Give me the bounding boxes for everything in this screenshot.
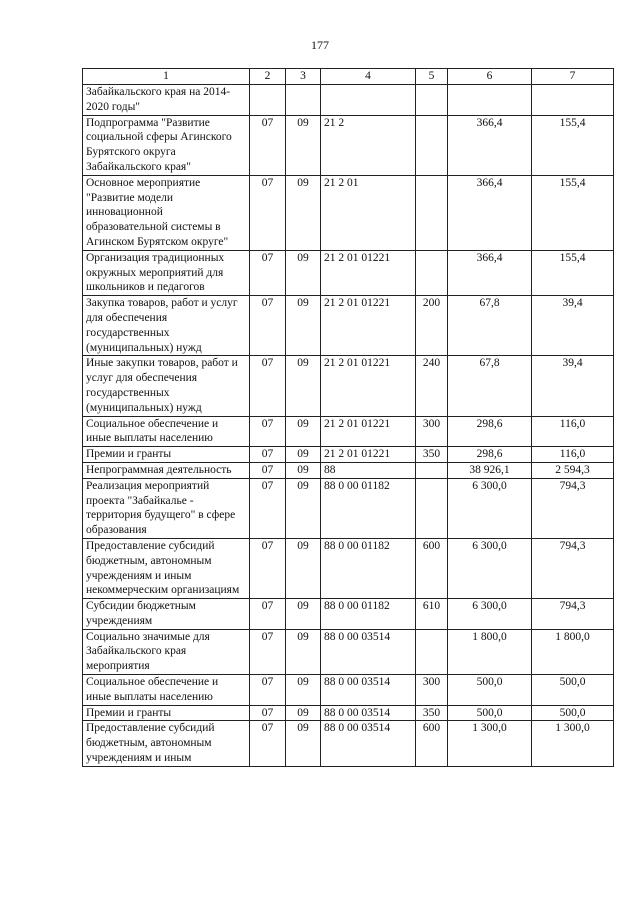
table-row: [83, 599, 614, 630]
target-article-cell: 88 0 00 01182: [321, 478, 416, 538]
amount-col7-cell: 794,3: [532, 599, 614, 630]
target-article-cell: 21 2 01 01221: [321, 296, 416, 356]
row-name-cell: Субсидии бюджетным учреждениям: [83, 599, 250, 630]
target-article-cell: 88 0 00 03514: [321, 629, 416, 674]
amount-col7-cell: 39,4: [532, 356, 614, 416]
section-code-cell: 07: [250, 478, 286, 538]
section-code-cell: 07: [250, 175, 286, 250]
col-header-2: 2: [250, 69, 286, 85]
subsection-code-cell: 09: [286, 705, 321, 721]
table-row: [83, 538, 614, 598]
target-article-cell: 21 2 01 01221: [321, 250, 416, 295]
section-code-cell: 07: [250, 115, 286, 175]
amount-col7-cell: 500,0: [532, 705, 614, 721]
amount-col7-cell: 39,4: [532, 296, 614, 356]
table-row: [83, 478, 614, 538]
amount-col6-cell: 366,4: [448, 250, 532, 295]
amount-col6-cell: 6 300,0: [448, 599, 532, 630]
expense-type-cell: [416, 478, 448, 538]
expense-type-cell: 350: [416, 705, 448, 721]
subsection-code-cell: 09: [286, 599, 321, 630]
subsection-code-cell: 09: [286, 175, 321, 250]
col-header-7: 7: [532, 69, 614, 85]
amount-col6-cell: 67,8: [448, 356, 532, 416]
target-article-cell: [321, 85, 416, 116]
expense-type-cell: 610: [416, 599, 448, 630]
section-code-cell: 07: [250, 721, 286, 766]
amount-col7-cell: 794,3: [532, 478, 614, 538]
section-code-cell: 07: [250, 675, 286, 706]
table-row: [83, 675, 614, 706]
row-name-cell: Организация традиционных окружных мероприятий для школьников и педагогов: [83, 250, 250, 295]
target-article-cell: 88 0 00 03514: [321, 705, 416, 721]
col-header-1: 1: [83, 69, 250, 85]
row-name-cell: Реализация мероприятий проекта "Забайкалье - территория будущего" в сфере образования: [83, 478, 250, 538]
section-code-cell: 07: [250, 462, 286, 478]
amount-col6-cell: [448, 85, 532, 116]
amount-col7-cell: 155,4: [532, 115, 614, 175]
table-body: [83, 85, 614, 767]
amount-col6-cell: 366,4: [448, 175, 532, 250]
table-row: [83, 115, 614, 175]
section-code-cell: 07: [250, 296, 286, 356]
section-code-cell: 07: [250, 416, 286, 447]
subsection-code-cell: 09: [286, 447, 321, 463]
section-code-cell: 07: [250, 599, 286, 630]
amount-col7-cell: 500,0: [532, 675, 614, 706]
row-name-cell: Предоставление субсидий бюджетным, автономным учреждениям и иным: [83, 721, 250, 766]
subsection-code-cell: 09: [286, 629, 321, 674]
col-header-5: 5: [416, 69, 448, 85]
expense-type-cell: 300: [416, 675, 448, 706]
table-row: [83, 416, 614, 447]
amount-col6-cell: 298,6: [448, 416, 532, 447]
amount-col7-cell: 116,0: [532, 447, 614, 463]
subsection-code-cell: 09: [286, 115, 321, 175]
row-name-cell: Непрограммная деятельность: [83, 462, 250, 478]
amount-col7-cell: [532, 85, 614, 116]
amount-col7-cell: 1 300,0: [532, 721, 614, 766]
expense-type-cell: [416, 85, 448, 116]
row-name-cell: Социальное обеспечение и иные выплаты населению: [83, 416, 250, 447]
section-code-cell: 07: [250, 356, 286, 416]
expense-type-cell: 350: [416, 447, 448, 463]
col-header-6: 6: [448, 69, 532, 85]
amount-col7-cell: 155,4: [532, 250, 614, 295]
amount-col6-cell: 298,6: [448, 447, 532, 463]
row-name-cell: Иные закупки товаров, работ и услуг для обеспечения государственных (муниципальных) нужд: [83, 356, 250, 416]
header-row: [83, 69, 614, 85]
subsection-code-cell: 09: [286, 250, 321, 295]
section-code-cell: 07: [250, 250, 286, 295]
table-row: [83, 705, 614, 721]
expense-type-cell: [416, 115, 448, 175]
row-name-cell: Социально значимые для Забайкальского края мероприятия: [83, 629, 250, 674]
target-article-cell: 88: [321, 462, 416, 478]
row-name-cell: Основное мероприятие "Развитие модели инновационной образовательной системы в Агинском Бурятском округе": [83, 175, 250, 250]
expense-type-cell: [416, 629, 448, 674]
table-row: [83, 447, 614, 463]
amount-col6-cell: 6 300,0: [448, 538, 532, 598]
table-row: [83, 85, 614, 116]
col-header-4: 4: [321, 69, 416, 85]
target-article-cell: 88 0 00 03514: [321, 675, 416, 706]
table-row: [83, 175, 614, 250]
table-row: [83, 250, 614, 295]
amount-col6-cell: 500,0: [448, 675, 532, 706]
expense-type-cell: [416, 462, 448, 478]
table-row: [83, 721, 614, 766]
amount-col6-cell: 67,8: [448, 296, 532, 356]
amount-col6-cell: 6 300,0: [448, 478, 532, 538]
subsection-code-cell: 09: [286, 416, 321, 447]
subsection-code-cell: 09: [286, 296, 321, 356]
expense-type-cell: [416, 175, 448, 250]
expense-type-cell: [416, 250, 448, 295]
amount-col7-cell: 155,4: [532, 175, 614, 250]
target-article-cell: 21 2: [321, 115, 416, 175]
table-row: [83, 629, 614, 674]
amount-col6-cell: 500,0: [448, 705, 532, 721]
target-article-cell: 88 0 00 03514: [321, 721, 416, 766]
target-article-cell: 21 2 01 01221: [321, 356, 416, 416]
row-name-cell: Подпрограмма "Развитие социальной сферы Агинского Бурятского округа Забайкальского края": [83, 115, 250, 175]
col-header-3: 3: [286, 69, 321, 85]
subsection-code-cell: 09: [286, 538, 321, 598]
expense-type-cell: 240: [416, 356, 448, 416]
target-article-cell: 88 0 00 01182: [321, 538, 416, 598]
expense-type-cell: 300: [416, 416, 448, 447]
target-article-cell: 21 2 01 01221: [321, 447, 416, 463]
row-name-cell: Премии и гранты: [83, 447, 250, 463]
section-code-cell: [250, 85, 286, 116]
amount-col7-cell: 2 594,3: [532, 462, 614, 478]
subsection-code-cell: 09: [286, 356, 321, 416]
table-row: [83, 356, 614, 416]
amount-col6-cell: 1 800,0: [448, 629, 532, 674]
row-name-cell: Премии и гранты: [83, 705, 250, 721]
subsection-code-cell: [286, 85, 321, 116]
amount-col6-cell: 366,4: [448, 115, 532, 175]
row-name-cell: Закупка товаров, работ и услуг для обеспечения государственных (муниципальных) нужд: [83, 296, 250, 356]
table-row: [83, 462, 614, 478]
amount-col7-cell: 794,3: [532, 538, 614, 598]
budget-table: [82, 68, 614, 767]
section-code-cell: 07: [250, 705, 286, 721]
row-name-cell: Социальное обеспечение и иные выплаты населению: [83, 675, 250, 706]
amount-col6-cell: 1 300,0: [448, 721, 532, 766]
target-article-cell: 21 2 01: [321, 175, 416, 250]
table-row: [83, 296, 614, 356]
expense-type-cell: 200: [416, 296, 448, 356]
row-name-cell: Забайкальского края на 2014-2020 годы": [83, 85, 250, 116]
subsection-code-cell: 09: [286, 462, 321, 478]
row-name-cell: Предоставление субсидий бюджетным, автономным учреждениям и иным некоммерческим организациям: [83, 538, 250, 598]
page-number: 177: [311, 38, 329, 52]
expense-type-cell: 600: [416, 721, 448, 766]
subsection-code-cell: 09: [286, 675, 321, 706]
section-code-cell: 07: [250, 447, 286, 463]
subsection-code-cell: 09: [286, 721, 321, 766]
amount-col7-cell: 116,0: [532, 416, 614, 447]
target-article-cell: 21 2 01 01221: [321, 416, 416, 447]
section-code-cell: 07: [250, 629, 286, 674]
section-code-cell: 07: [250, 538, 286, 598]
target-article-cell: 88 0 00 01182: [321, 599, 416, 630]
expense-type-cell: 600: [416, 538, 448, 598]
amount-col6-cell: 38 926,1: [448, 462, 532, 478]
amount-col7-cell: 1 800,0: [532, 629, 614, 674]
subsection-code-cell: 09: [286, 478, 321, 538]
